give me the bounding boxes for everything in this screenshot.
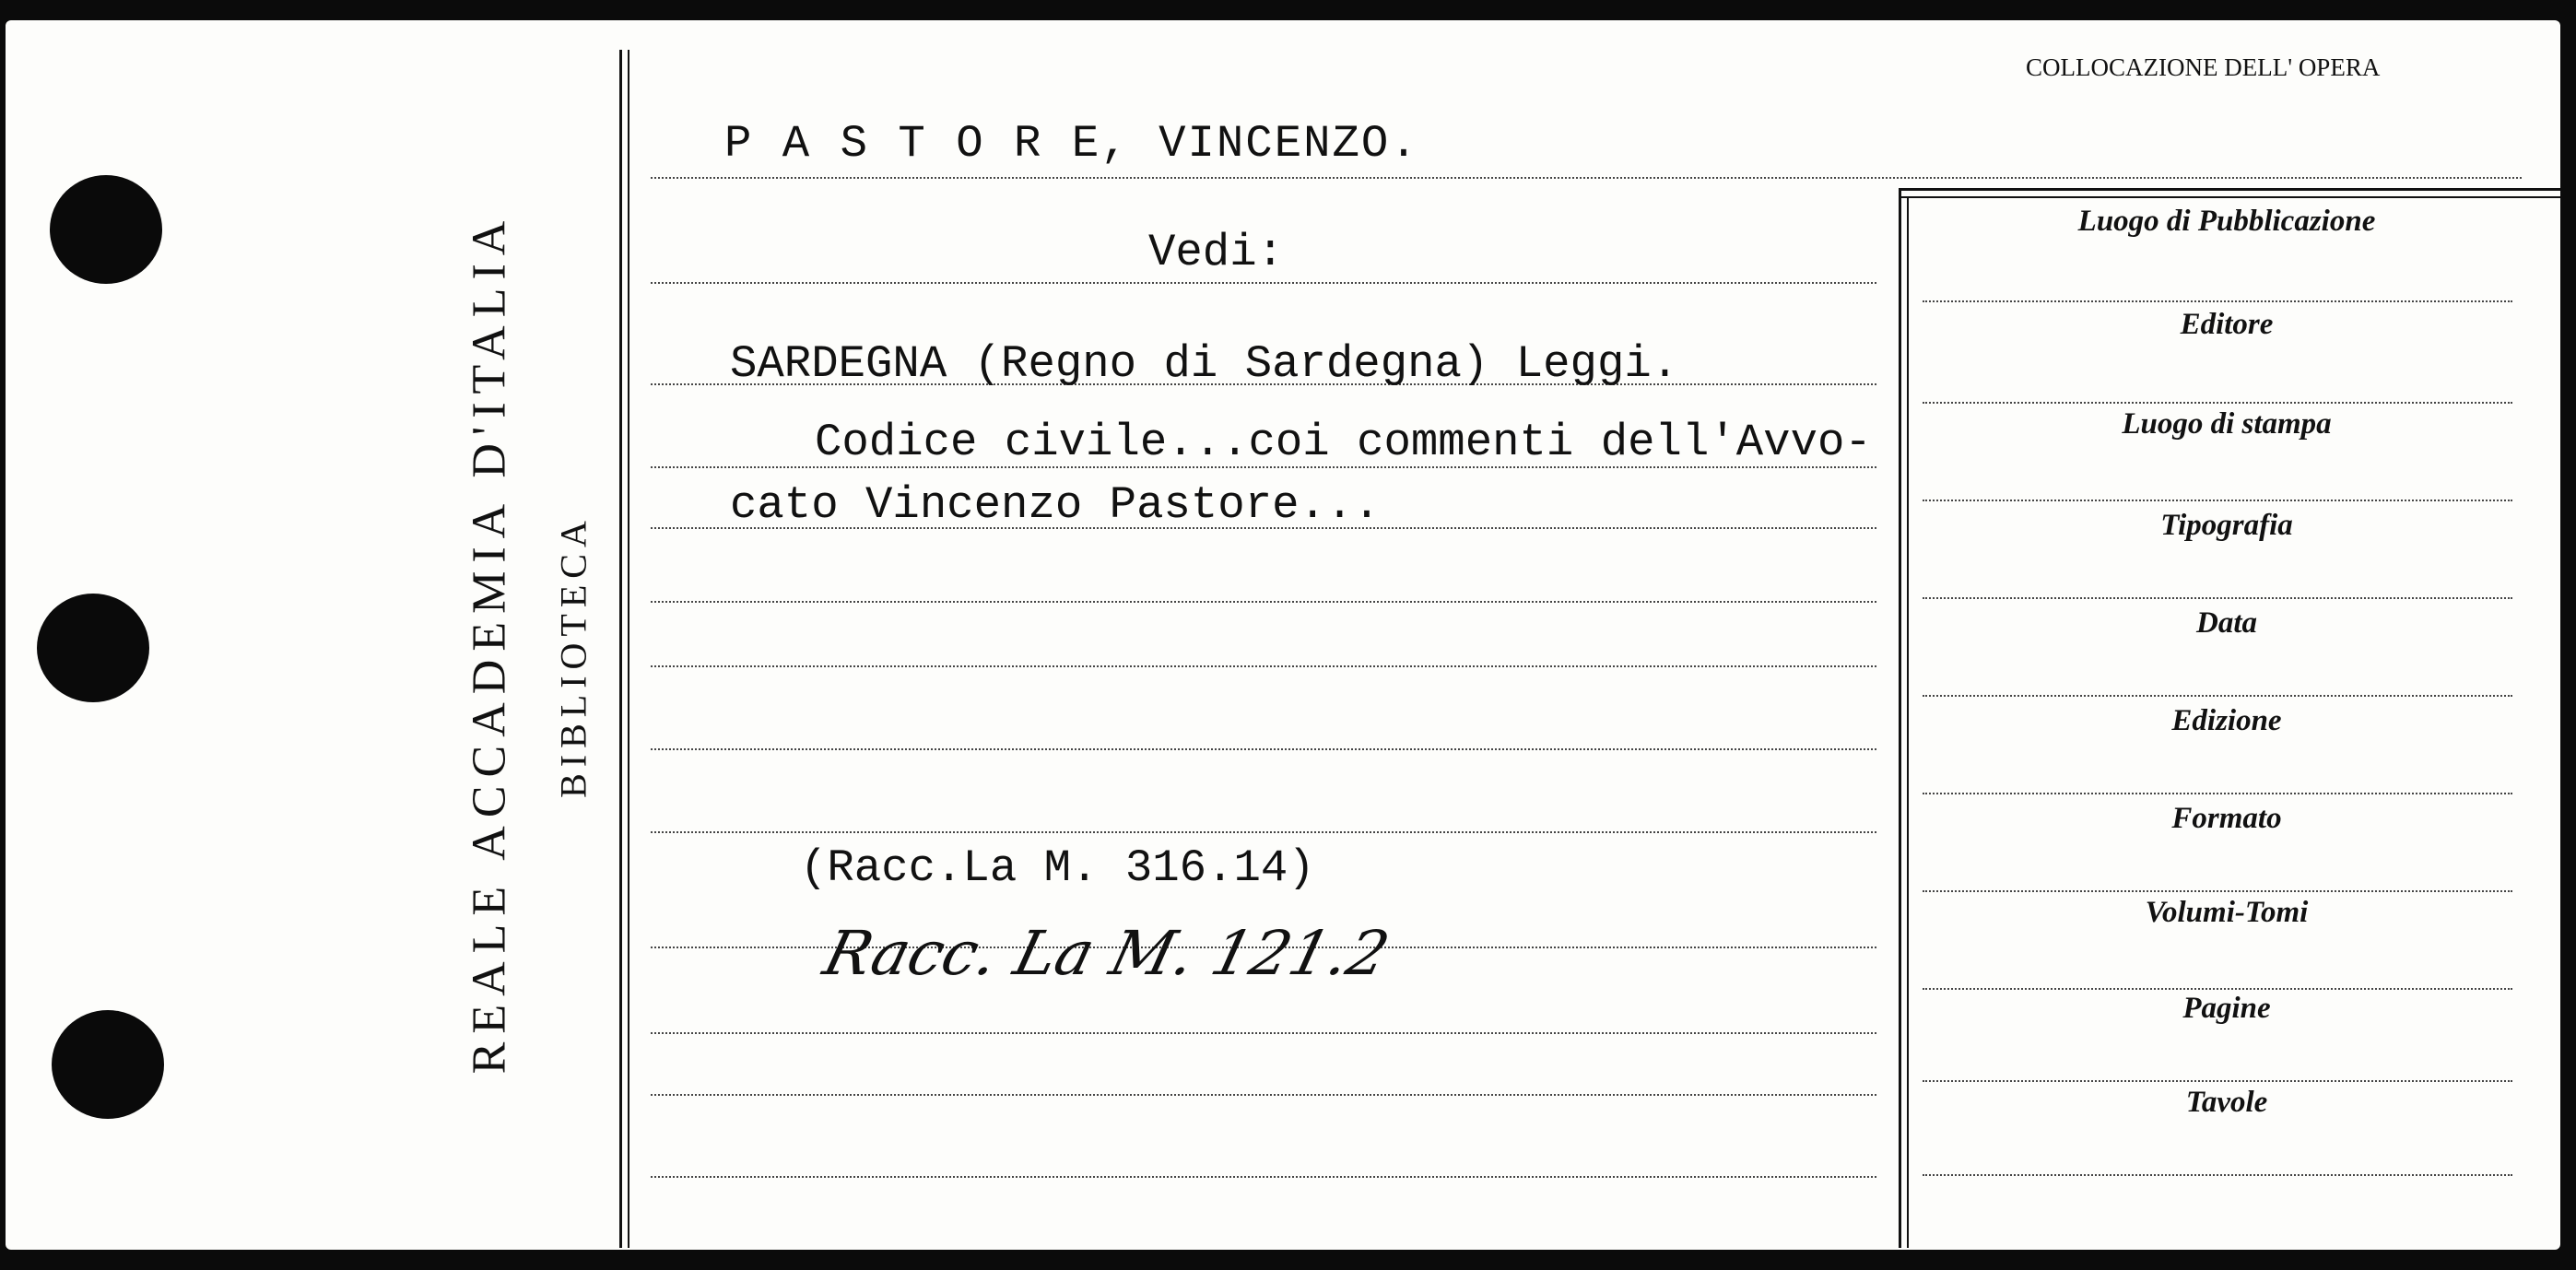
institution-name: REALE ACCADEMIA D'ITALIA <box>463 212 516 1075</box>
field-editore: Editore <box>2180 308 2274 341</box>
field-pagine: Pagine <box>2182 992 2271 1025</box>
collocation-label: COLLOCAZIONE DELL' OPERA <box>2026 53 2381 81</box>
ruled-line <box>651 831 1876 833</box>
field-luogo-stampa: Luogo di stampa <box>2122 407 2332 441</box>
field-tavole: Tavole <box>2185 1086 2268 1119</box>
field-volumi-tomi: Volumi-Tomi <box>2145 896 2309 929</box>
entry-line-3: cato Vincenzo Pastore... <box>730 479 1381 531</box>
field-luogo-pubblicazione: Luogo di Pubblicazione <box>2077 205 2376 238</box>
ruled-line <box>651 177 2522 179</box>
panel-line <box>1923 890 2512 892</box>
department-name: BIBLIOTECA <box>552 514 594 798</box>
panel-line <box>1923 1174 2512 1176</box>
handwritten-call-number: Racc. La M. 121.2 <box>817 918 1396 989</box>
panel-rule-left-inner <box>1907 196 1909 1248</box>
panel-line <box>1923 1080 2512 1082</box>
entry-line-2: Codice civile...coi commenti dell'Avvo- <box>815 417 1872 468</box>
panel-line <box>1923 988 2512 990</box>
panel-line <box>1923 300 2512 302</box>
ruled-line <box>651 601 1876 603</box>
catalog-card <box>6 20 2560 1250</box>
field-edizione: Edizione <box>2171 704 2282 737</box>
left-margin-rule <box>619 50 622 1248</box>
panel-line <box>1923 500 2512 501</box>
ruled-line <box>651 1094 1876 1096</box>
panel-line <box>1923 695 2512 697</box>
field-formato: Formato <box>2171 802 2282 835</box>
panel-rule-left <box>1899 188 1901 1248</box>
author-heading: P A S T O R E, VINCENZO. <box>724 118 1419 170</box>
left-margin-rule-inner <box>628 50 629 1248</box>
panel-line <box>1923 597 2512 599</box>
panel-rule-top <box>1899 188 2560 191</box>
see-reference: Vedi: <box>1148 227 1285 278</box>
panel-line <box>1923 402 2512 404</box>
ruled-line <box>651 748 1876 750</box>
panel-rule-top-inner <box>1899 196 2560 198</box>
panel-line <box>1923 793 2512 794</box>
typed-call-number: (Racc.La M. 316.14) <box>800 842 1315 894</box>
ruled-line <box>651 1032 1876 1034</box>
punch-hole-middle <box>37 594 149 702</box>
ruled-line <box>651 665 1876 667</box>
field-data: Data <box>2196 606 2257 640</box>
ruled-line <box>651 1176 1876 1178</box>
ruled-line <box>651 282 1876 284</box>
field-tipografia: Tipografia <box>2160 509 2293 542</box>
entry-line-1: SARDEGNA (Regno di Sardegna) Leggi. <box>730 338 1679 390</box>
punch-hole-bottom <box>52 1010 164 1119</box>
punch-hole-top <box>50 175 162 284</box>
